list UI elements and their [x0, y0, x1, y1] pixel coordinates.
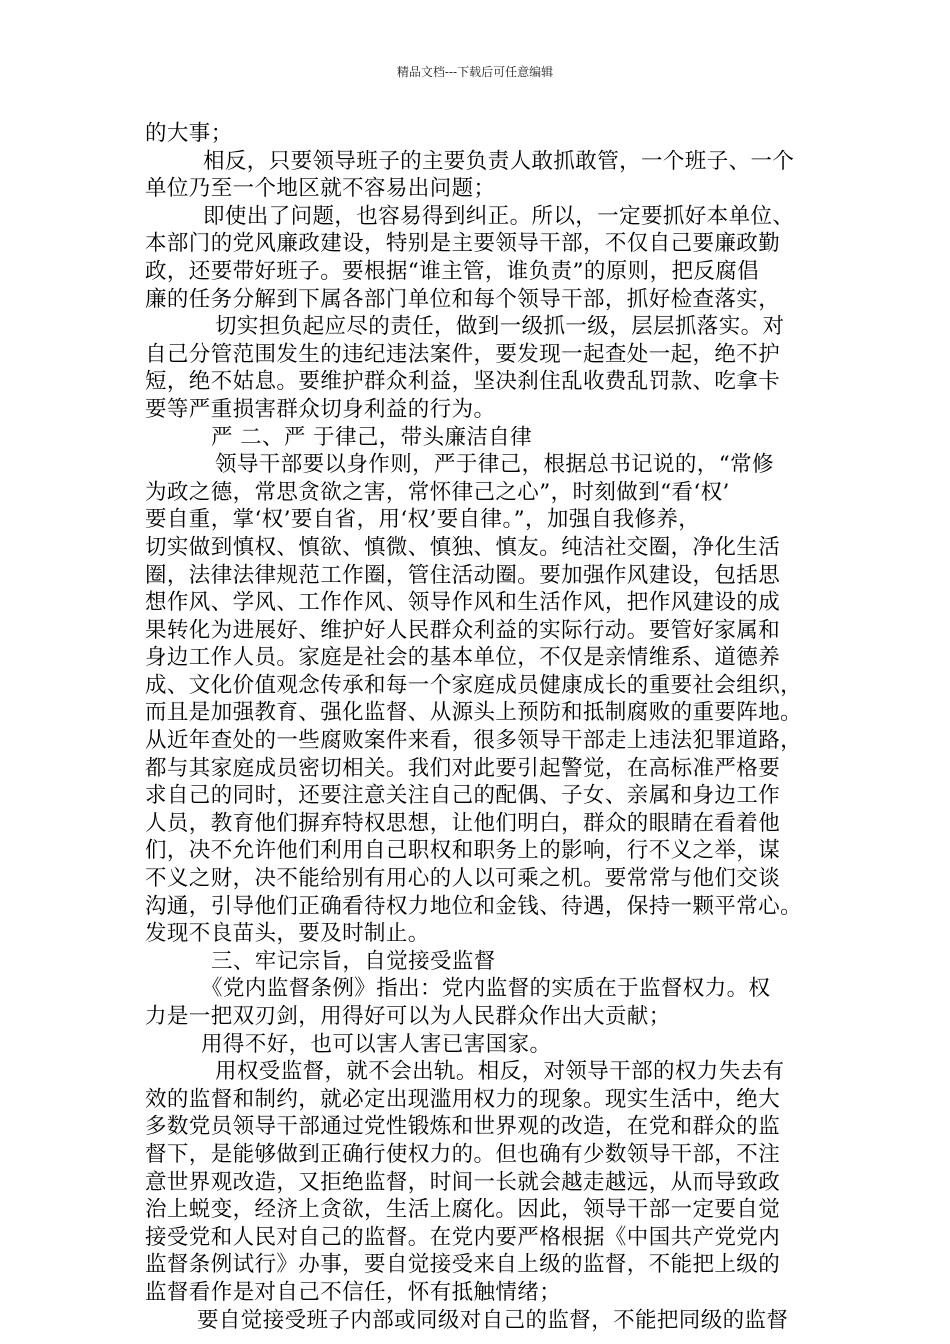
- text-line: 人员，教育他们摒弃特权思想，让他们明白，群众的眼睛在看着他: [145, 810, 781, 836]
- text-line: 领导干部要以身作则，严于律己，根据总书记说的，“常修: [215, 452, 774, 478]
- text-line: 单位乃至一个地区就不容易出问题；: [145, 176, 496, 202]
- text-line: 用得不好，也可以害人害已害国家。: [201, 1031, 552, 1057]
- text-line: 廉的任务分解到下属各部门单位和每个领导干部，抓好检查落实，: [145, 286, 781, 312]
- text-line: 短，绝不姑息。要维护群众利益，坚决刹住乱收费乱罚款、吃拿卡: [145, 369, 781, 395]
- text-line: 严 二、严 于律己，带头廉洁自律: [211, 424, 533, 450]
- text-line: 本部门的党风廉政建设，特别是主要领导干部，不仅自己要廉政勤: [145, 231, 781, 257]
- document-body: [145, 120, 825, 1334]
- text-line: 要自觉接受班子内部或同级对自己的监督，不能把同级的监督: [197, 1307, 789, 1333]
- text-line: 力是一把双刃剑，用得好可以为人民群众作出大贡献；: [145, 1004, 671, 1029]
- text-line: 监督条例试行》办事，要自觉接受来自上级的监督，不能把上级的: [145, 1252, 781, 1278]
- text-line: 用权受监督，就不会出轨。相反，对领导干部的权力失去有: [215, 1059, 785, 1085]
- text-line: 切实做到慎权、慎欲、慎微、慎独、慎友。纯洁社交圈，净化生活: [145, 534, 781, 560]
- text-line: 不义之财，决不能给别有用心的人以可乘之机。要常常与他们交谈: [145, 866, 781, 892]
- text-line: 成、文化价值观念传承和每一个家庭成员健康成长的重要社会组织，: [145, 672, 803, 698]
- text-line: 而且是加强教育、强化监督、从源头上预防和抵制腐败的重要阵地。: [145, 700, 803, 726]
- text-line: 《党内监督条例》指出：党内监督的实质在于监督权力。权: [201, 976, 771, 1002]
- text-line: 要等严重损害群众切身利益的行为。: [145, 396, 496, 422]
- text-line: 相反，只要领导班子的主要负责人敢抓敢管，一个班子、一个: [203, 148, 795, 174]
- text-line: 从近年查处的一些腐败案件来看，很多领导干部走上违法犯罪道路，: [145, 728, 803, 754]
- text-line: 多数党员领导干部通过党性锻炼和世界观的改造，在党和群众的监: [145, 1114, 781, 1140]
- text-line: 圈，法律法律规范工作圈，管住活动圈。要加强作风建设，包括思: [145, 562, 781, 588]
- text-line: 切实担负起应尽的责任，做到一级抓一级，层层抓落实。对: [215, 314, 785, 340]
- text-line: 政，还要带好班子。要根据“谁主管，谁负责”的原则，把反腐倡: [145, 258, 760, 284]
- text-line: 沟通，引导他们正确看待权力地位和金钱、待遇，保持一颗平常心。: [145, 893, 803, 919]
- page-header: 精品文档---下载后可任意编辑: [396, 65, 554, 79]
- text-line: 果转化为进展好、维护好人民群众利益的实际行动。要管好家属和: [145, 617, 781, 643]
- text-line: 想作风、学风、工作作风、领导作风和生活作风，把作风建设的成: [145, 590, 781, 616]
- text-line: 治上蜕变，经济上贪欲，生活上腐化。因此，领导干部一定要自觉: [145, 1197, 781, 1223]
- text-line: 发现不良苗头，要及时制止。: [145, 921, 430, 947]
- text-line: 自己分管范围发生的违纪违法案件，要发现一起查处一起，绝不护: [145, 341, 781, 367]
- text-line: 三、牢记宗旨，自觉接受监督: [211, 948, 496, 974]
- text-line: 即使出了问题，也容易得到纠正。所以，一定要抓好本单位、: [203, 203, 795, 229]
- text-line: 的大事；: [145, 121, 233, 146]
- text-line: 接受党和人民对自己的监督。在党内要严格根据《中国共产党党内: [145, 1224, 781, 1250]
- text-line: 身边工作人员。家庭是社会的基本单位，不仅是亲情维系、道德养: [145, 645, 781, 671]
- text-line: 督下，是能够做到正确行使权力的。但也确有少数领导干部，不注: [145, 1141, 781, 1167]
- text-line: 求自己的同时，还要注意关注自己的配偶、子女、亲属和身边工作: [145, 783, 781, 809]
- text-line: 监督看作是对自己不信任，怀有抵触情绪；: [145, 1279, 562, 1305]
- text-line: 要自重，掌‘权’要自省，用‘权’要自律。”，加强自我修养，: [145, 507, 701, 533]
- text-line: 们，决不允许他们利用自己职权和职务上的影响，行不义之举，谋: [145, 838, 781, 864]
- text-line: 都与其家庭成员密切相关。我们对此要引起警觉，在高标准严格要: [145, 755, 781, 781]
- text-line: 效的监督和制约，就必定出现滥用权力的现象。现实生活中，绝大: [145, 1086, 781, 1112]
- text-line: 为政之德，常思贪欲之害，常怀律己之心”，时刻做到“看‘权’: [145, 479, 730, 505]
- text-line: 意世界观改造，又拒绝监督，时间一长就会越走越远，从而导致政: [145, 1169, 781, 1195]
